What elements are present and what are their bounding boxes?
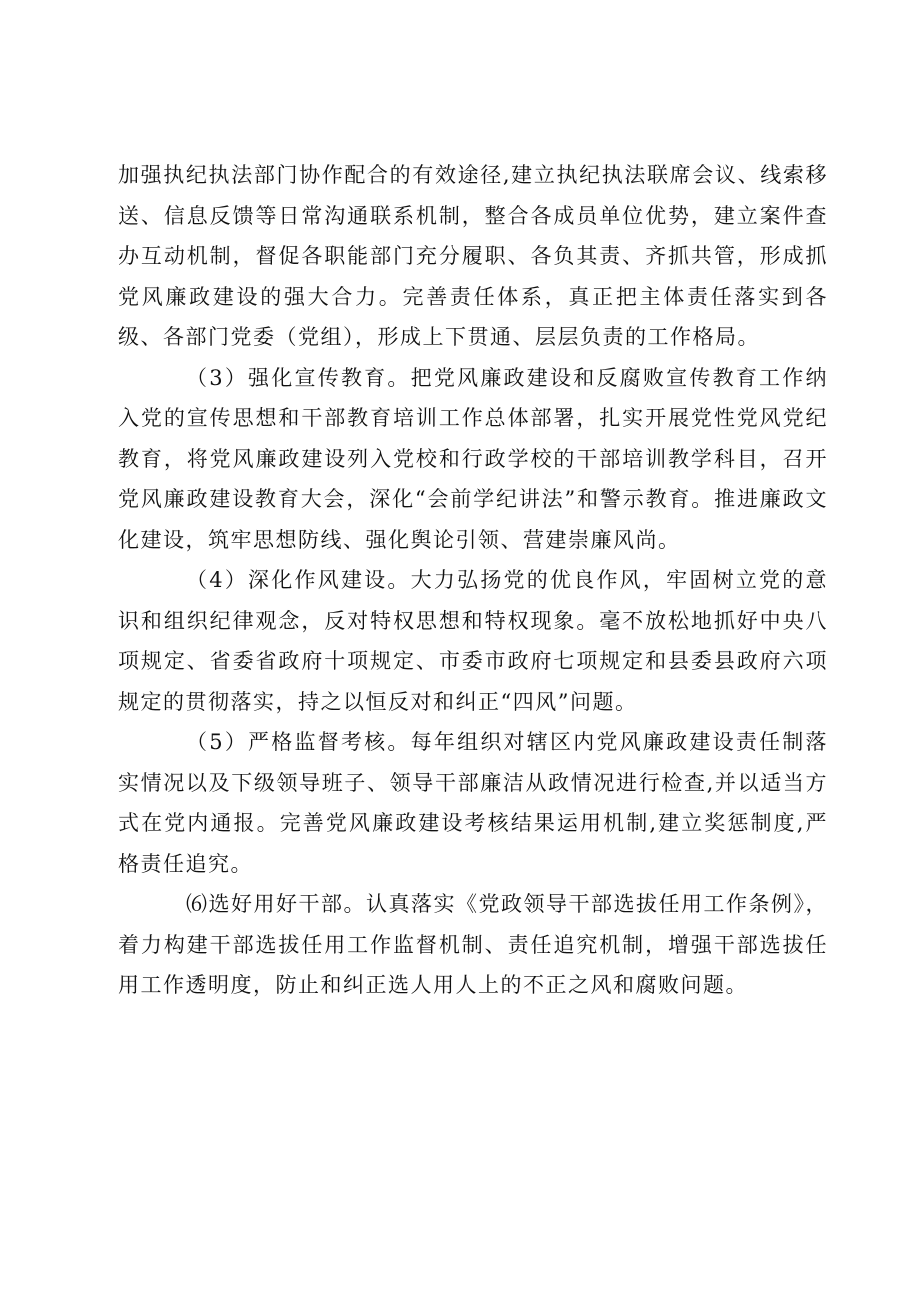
- paragraph-3-publicity-education: （3）强化宣传教育。把党风廉政建设和反腐败宣传教育工作纳入党的宣传思想和干部教育培训工作总体部署，扎实开展党性党风党纪教育，将党风廉政建设列入党校和行政学校的干部培训教学科目，召开党风廉政建设教育大会，深化“会前学纪讲法”和警示教育。推进廉政文化建设，筑牢思想防线、强化舆论引领、营建崇廉风尚。: [118, 365, 828, 552]
- paragraph-5-supervision-assessment: （5）严格监督考核。每年组织对辖区内党风廉政建设责任制落实情况以及下级领导班子、领导干部廉洁从政情况进行检查,并以适当方式在党内通报。完善党风廉政建设考核结果运用机制,建立奖惩制度,严格责任追究。: [118, 730, 828, 876]
- paragraph-4-work-style: （4）深化作风建设。大力弘扬党的优良作风，牢固树立党的意识和组织纪律观念，反对特权思想和特权现象。毫不放松地抓好中央八项规定、省委省政府十项规定、市委市政府七项规定和县委县政府六项规定的贯彻落实，持之以恒反对和纠正“四风”问题。: [118, 568, 828, 714]
- paragraph-continued-cooperation: 加强执纪执法部门协作配合的有效途径,建立执纪执法联席会议、线索移送、信息反馈等日常沟通联系机制，整合各成员单位优势，建立案件查办互动机制，督促各职能部门充分履职、各负其责、齐抓共管，形成抓党风廉政建设的强大合力。完善责任体系，真正把主体责任落实到各级、各部门党委（党组），形成上下贯通、层层负责的工作格局。: [118, 163, 828, 349]
- document-body: [118, 155, 828, 1006]
- paragraph-6-cadre-selection: ⑹选好用好干部。认真落实《党政领导干部选拔任用工作条例》，着力构建干部选拔任用工作监督机制、责任追究机制，增强干部选拔任用工作透明度，防止和纠正选人用人上的不正之风和腐败问题。: [118, 892, 828, 997]
